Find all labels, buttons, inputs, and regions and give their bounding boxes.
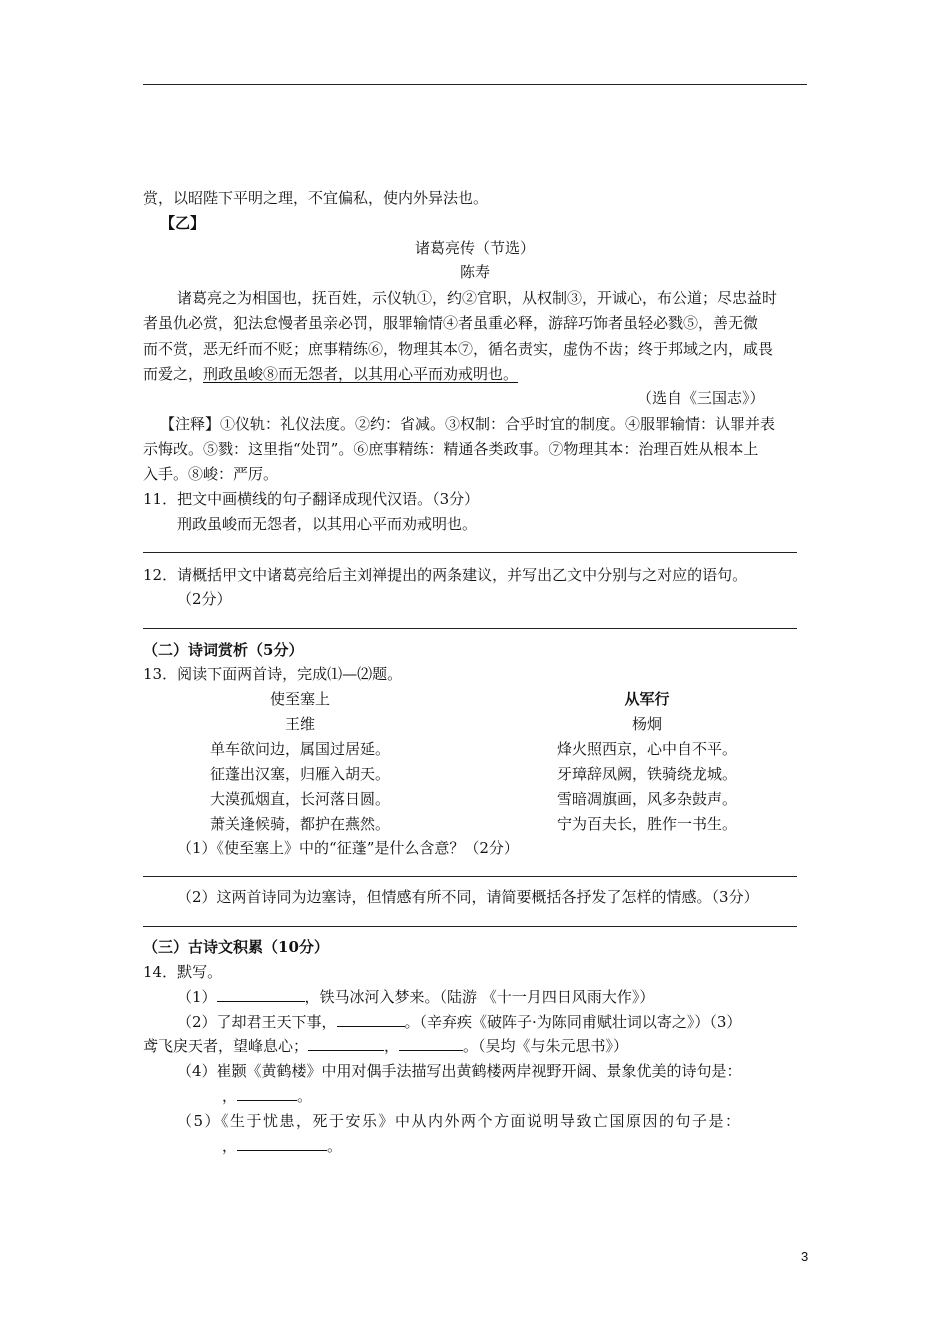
poem2-line: 烽火照西京，心中自不平。 <box>556 740 737 758</box>
question-14-4: （4）崔颢《黄鹤楼》中用对偶手法描写出黄鹤楼两岸视野开阔、景象优美的诗句是： <box>177 1062 742 1080</box>
answer-line[interactable] <box>143 876 797 877</box>
notes-line: 【注释】①仪轨：礼仪法度。②约：省减。③权制：合乎时宜的制度。④服罪输情：认罪并表 <box>160 415 776 433</box>
yi-author: 陈寿 <box>459 263 490 281</box>
fill-blank[interactable] <box>399 1036 463 1051</box>
passage-tail: 赏，以昭陛下平明之理，不宜偏私，使内外异法也。 <box>143 189 489 207</box>
yi-body-line: 诸葛亮之为相国也，抚百姓，示仪轨①，约②官职，从权制③，开诚心，布公道；尽忠益时 <box>177 289 778 307</box>
yi-body-text: 而爱之， <box>143 365 204 383</box>
yi-body-line: 而不赏，恶无纤而不贬；庶事精练⑥，物理其本⑦，循名责实，虚伪不齿；终于邦域之内，咸畏 <box>143 340 774 358</box>
question-13-2: （2）这两首诗同为边塞诗，但情感有所不同，请简要概括各抒发了怎样的情感。（3分） <box>177 888 759 906</box>
poem2-author: 杨炯 <box>631 715 662 733</box>
question-14: 14．默写。 <box>143 963 223 981</box>
question-14-5: （5）《生于忧患，死于安乐》中从内外两个方面说明导致亡国原因的句子是： <box>177 1112 742 1130</box>
poem1-line: 大漠孤烟直，长河落日圆。 <box>209 790 390 808</box>
yi-source: （选自《三国志》） <box>637 389 765 407</box>
question-14-5-answer: ， 。 <box>222 1137 343 1155</box>
section-yi-label: 【乙】 <box>160 214 206 232</box>
underlined-sentence: 刑政虽峻⑧而无怨者，以其用心平而劝戒明也。 <box>203 365 519 383</box>
poem2-line: 雪暗凋旗画，风多杂鼓声。 <box>556 790 737 808</box>
question-12-score: （2分） <box>177 590 232 608</box>
poem1-line: 单车欲问边，属国过居延。 <box>209 740 390 758</box>
fill-blank[interactable] <box>308 1036 384 1051</box>
question-11-sentence: 刑政虽峻而无怨者，以其用心平而劝戒明也。 <box>177 515 478 533</box>
question-14-1: （1） ，铁马冰河入梦来。（陆游 《十一月四日风雨大作》） <box>177 988 655 1006</box>
page-number: 3 <box>801 1249 809 1264</box>
question-14-2: （2）了却君王天下事， 。（辛弃疾《破阵子·为陈同甫赋壮词以寄之》）（3） <box>177 1013 742 1031</box>
poem2-title: 从军行 <box>624 690 670 708</box>
yi-body-line: 者虽仇必赏，犯法怠慢者虽亲必罚，服罪输情④者虽重必释，游辞巧饰者虽轻必戮⑤，善无微 <box>143 314 759 332</box>
question-11: 11．把文中画横线的句子翻译成现代汉语。（3分） <box>143 490 480 508</box>
poem2-line: 牙璋辞凤阙，铁骑绕龙城。 <box>556 765 737 783</box>
fill-blank[interactable] <box>217 987 305 1002</box>
yi-title: 诸葛亮传（节选） <box>414 239 535 257</box>
fill-blank[interactable] <box>337 1012 405 1027</box>
answer-line[interactable] <box>143 926 797 927</box>
poem1-title: 使至塞上 <box>269 690 330 708</box>
poem2-line: 宁为百夫长，胜作一书生。 <box>556 815 737 833</box>
fill-blank[interactable] <box>237 1086 297 1101</box>
question-13: 13．阅读下面两首诗，完成⑴—⑵题。 <box>143 665 403 683</box>
section-2-heading: （二）诗词赏析（5分） <box>143 641 304 659</box>
answer-line[interactable] <box>143 552 797 553</box>
poem1-line: 征蓬出汉塞，归雁入胡天。 <box>209 765 390 783</box>
header-rule <box>143 84 807 85</box>
notes-line: 示悔改。⑤戮：这里指“处罚”。⑥庶事精练：精通各类政事。⑦物理其本：治理百姓从根本上 <box>143 440 759 458</box>
poem1-line: 萧关逢候骑，都护在燕然。 <box>209 815 390 833</box>
question-14-3: 鸢飞戾天者，望峰息心； ， 。（吴均《与朱元思书》） <box>143 1037 629 1055</box>
poem1-author: 王维 <box>284 715 315 733</box>
answer-line[interactable] <box>143 628 797 629</box>
yi-body-line-last <box>143 364 518 384</box>
section-3-heading: （三）古诗文积累（10分） <box>143 938 329 956</box>
question-12: 12．请概括甲文中诸葛亮给后主刘禅提出的两条建议，并写出乙文中分别与之对应的语句。 <box>143 566 748 584</box>
fill-blank[interactable] <box>237 1136 327 1151</box>
question-14-4-answer: ， 。 <box>222 1087 313 1105</box>
question-13-1: （1）《使至塞上》中的“征蓬”是什么含意？（2分） <box>177 839 519 857</box>
notes-line: 入手。⑧峻：严厉。 <box>143 465 279 483</box>
